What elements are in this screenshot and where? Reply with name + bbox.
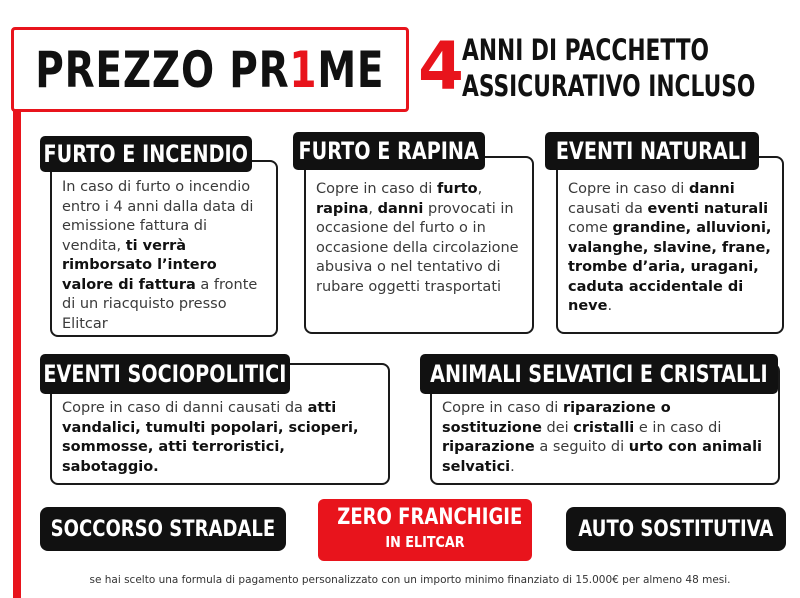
years-line1: ANNI DI PACCHETTO bbox=[462, 33, 710, 67]
card-text: a fronte di un riacquisto presso Elitcar bbox=[62, 276, 258, 332]
card-animali-cristalli: Copre in caso di riparazione o sostituzione dei cristalli e in caso di riparazione a seguito di urto con animali selvatici. bbox=[430, 363, 780, 485]
years-number: 4 bbox=[418, 28, 464, 105]
footer-note: se hai scelto una formula di pagamento personalizzato con un importo minimo finanziato di 15.000€ per almeno 48 mesi. bbox=[89, 574, 731, 586]
title-animali-cristalli: ANIMALI SELVATICI E CRISTALLI bbox=[420, 354, 778, 394]
years-line2: ASSICURATIVO INCLUSO bbox=[462, 69, 756, 103]
logo-text-part1: PREZZO PR bbox=[35, 40, 290, 99]
title-eventi-naturali: EVENTI NATURALI bbox=[545, 132, 759, 170]
logo-text-part2: ME bbox=[317, 40, 385, 99]
title-furto-incendio: FURTO E INCENDIO bbox=[40, 136, 252, 172]
card-text: In caso di furto o incendio entro i 4 anni dalla data di emissione fattura di vendita, bbox=[62, 179, 254, 254]
title-eventi-sociopolitici: EVENTI SOCIOPOLITICI bbox=[40, 354, 290, 394]
logo-prezzo-prime bbox=[11, 27, 409, 112]
zero-franchigie-line2: IN ELITCAR bbox=[385, 533, 465, 551]
badge-soccorso-stradale: SOCCORSO STRADALE bbox=[40, 507, 286, 551]
badge-zero-franchigie bbox=[318, 499, 532, 561]
card-eventi-sociopolitici: Copre in caso di danni causati da atti vandalici, tumulti popolari, scioperi, sommosse, atti terroristici, sabotaggio. bbox=[50, 363, 390, 485]
red-accent-line bbox=[13, 36, 21, 598]
logo-text-highlight: 1 bbox=[289, 40, 318, 99]
card-text-bold: ti verrà rimborsato l’intero valore di fattura bbox=[62, 237, 217, 293]
years-headline bbox=[462, 32, 756, 104]
card-furto-incendio bbox=[50, 160, 278, 337]
title-furto-rapina: FURTO E RAPINA bbox=[293, 132, 485, 170]
card-furto-rapina: Copre in caso di furto, rapina, danni provocati in occasione del furto o in occasione della circolazione abusiva o nel tentativo di rubare oggetti trasportati bbox=[304, 156, 534, 334]
badge-auto-sostitutiva: AUTO SOSTITUTIVA bbox=[566, 507, 786, 551]
zero-franchigie-line1: ZERO FRANCHIGIE bbox=[337, 505, 523, 530]
card-eventi-naturali: Copre in caso di danni causati da eventi naturali come grandine, alluvioni, valanghe, slavine, frane, trombe d’aria, uragani, caduta accidentale di neve. bbox=[556, 156, 784, 334]
